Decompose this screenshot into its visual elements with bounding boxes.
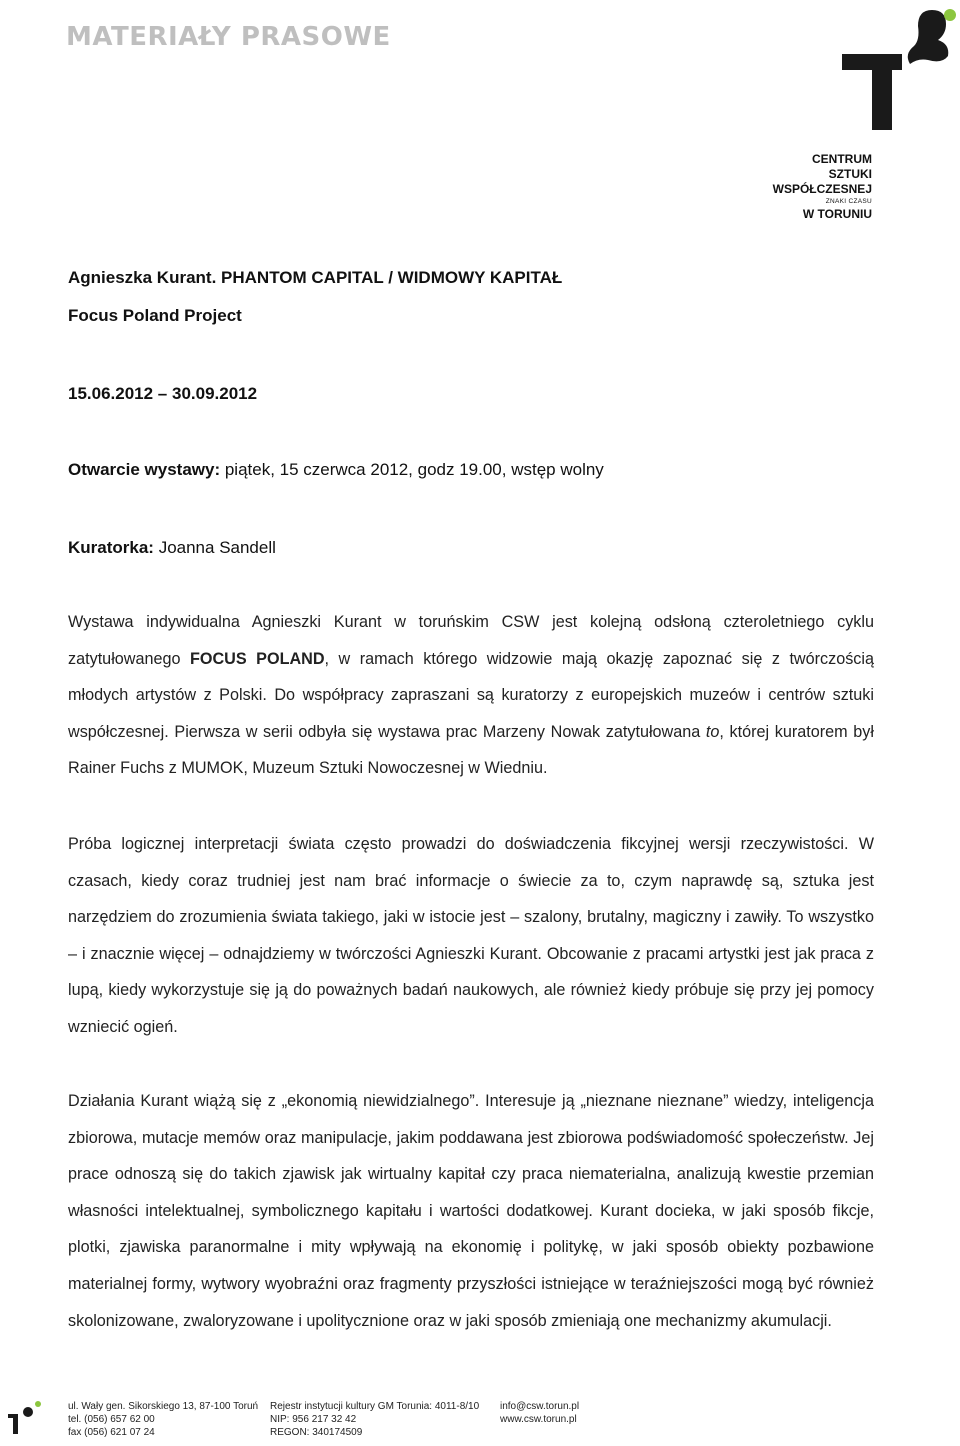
footer-logo [4,1398,44,1438]
csw-logo [838,4,958,134]
footer-regon: REGON: 340174509 [270,1427,363,1438]
p2-text: Próba logicznej interpretacji świata często prowadzi do doświadczenia fikcyjnej wersji rzeczywistości. W czasach, kiedy coraz trudniej jest nam brać informacje o świecie za to, czym naprawdę są, sztuka jest narzędziem do zrozumienia świata takiego, jaki w istocie jest – szalony, brutalny, magiczny i zawiły. To wszystko – i znacznie więcej – odnajdziemy w twórczości Agnieszki Kurant. Obcowanie z pracami artystki jest jak praca z lupą, kiedy wykorzystuje się ją do poważnych badań naukowych, ale również kiedy próbuje się przy jej pomocy wzniecić ogień. [68,835,874,1036]
curator-value: Joanna Sandell [153,538,276,557]
footer-registry-block [270,1400,479,1439]
footer-fax: fax (056) 621 07 24 [68,1427,155,1438]
exhibition-dates: 15.06.2012 – 30.09.2012 [68,384,258,403]
footer-registry: Rejestr instytucji kultury GM Torunia: 4011-8/10 [270,1401,480,1412]
curator-label: Kuratorka: [68,538,154,557]
institution-line-4: ZNAKI CZASU [825,198,872,205]
footer-email[interactable]: info@csw.torun.pl [500,1401,580,1412]
p1-text-c: , której kuratorem był Rainer Fuchs z MUMOK, Muzeum Sztuki Nowoczesnej w Wiedniu. [68,722,874,778]
institution-line-1: CENTRUM [812,152,872,166]
paragraph-2 [68,826,874,1046]
institution-name [773,152,872,222]
footer-tel: tel. (056) 657 62 00 [68,1414,155,1425]
curator-line [68,538,276,558]
paragraph-3 [68,1083,874,1339]
institution-line-2: SZTUKI [828,167,872,181]
header-label: MATERIAŁY PRASOWE [66,22,391,52]
project-name: Focus Poland Project [68,306,242,325]
p1-text-a: Wystawa indywidualna Agnieszki Kurant w toruńskim CSW jest kolejną odsłoną czteroletniego cyklu zatytułowanego [68,613,874,668]
opening-label: Otwarcie wystawy: [68,460,221,479]
paragraph-1 [68,604,874,787]
footer-address-block [68,1400,258,1439]
footer-web[interactable]: www.csw.torun.pl [500,1414,577,1425]
footer-contact-block [500,1400,579,1426]
exhibition-title: Agnieszka Kurant. PHANTOM CAPITAL / WIDMOWY KAPITAŁ [68,268,563,287]
institution-line-3: WSPÓŁCZESNEJ [772,182,872,196]
footer-address: ul. Wały gen. Sikorskiego 13, 87-100 Toruń [68,1401,259,1412]
p1-text-b: , w ramach którego widzowie mają okazję zapoznać się z twórczością młodych artystów z Polski. Do współpracy zapraszani są kuratorzy z europejskich muzeów i centrów sztuki współczesnej. Pierwsza w serii odbyła się wystawa prac Marzeny Nowak zatytułowana [68,649,874,741]
p3-text: Działania Kurant wiążą się z „ekonomią niewidzialnego”. Interesuje ją „nieznane nieznane” wiedzy, inteligencja zbiorowa, mutacje memów oraz manipulacje, jakim poddawana jest zbiorowa podświadomość społeczeństw. Jej prace odnoszą się do takich zjawisk jak wirtualny kapitał czy praca niematerialna, analizują kwestie przemian własności intelektualnej, symbolicznego kapitału i wartości dodatkowej. Kurant docieka, w jaki sposób fikcje, plotki, zjawiska paranormalne i mity wpływają na ekonomię i politykę, w jaki sposób obiekty pozbawione materialnej formy, wytwory wyobraźni oraz fragmenty przyszłości istniejące w teraźniejszości mogą być również skolonizowane, zwaloryzowane i upolitycznione oraz w jaki sposób zmieniają one mechanizmy akumulacji. [68,1092,874,1330]
opening-value: piątek, 15 czerwca 2012, godz 19.00, wstęp wolny [220,460,604,479]
footer-nip: NIP: 956 217 32 42 [270,1414,357,1425]
p1-bold: FOCUS POLAND [190,649,325,668]
opening-line [68,460,604,480]
institution-line-5: W TORUNIU [802,207,872,221]
p1-italic: to [705,722,720,741]
